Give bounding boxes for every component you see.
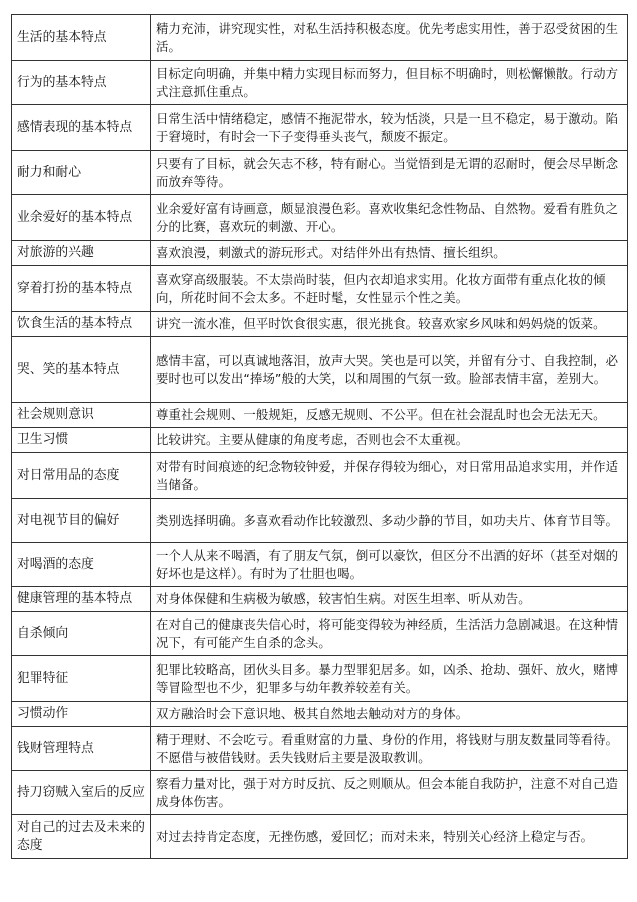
trait-table — [11, 14, 628, 859]
description-cell: 感情丰富，可以真诚地落泪，放声大哭。笑也是可以笑，并留有分寸、自我控制，必要时也可以发出“捧场”般的大笑，以和周围的气氛一致。脸部表情丰富，差别大。 — [151, 337, 628, 403]
table-row — [12, 702, 628, 727]
attribute-cell: 对日常用品的态度 — [12, 453, 151, 499]
description-cell: 尊重社会规则、一般规矩，反感无规则、不公平。但在社会混乱时也会无法无天。 — [151, 403, 628, 428]
attribute-cell: 对喝酒的态度 — [12, 543, 151, 587]
attribute-cell: 犯罪特征 — [12, 656, 151, 702]
table-row — [12, 105, 628, 151]
attribute-cell: 饮食生活的基本特点 — [12, 312, 151, 337]
description-cell: 对带有时间痕迹的纪念物较钟爱，并保存得较为细心，对日常用品追求实用，并作适当储备。 — [151, 453, 628, 499]
description-cell: 日常生活中情绪稳定，感情不拖泥带水，较为恬淡，只是一旦不稳定，易于激动。陷于窘境时，有时会一下子变得垂头丧气，颓废不振定。 — [151, 105, 628, 151]
table-row — [12, 453, 628, 499]
table-row — [12, 587, 628, 612]
description-cell: 喜欢浪漫，刺激式的游玩形式。对结伴外出有热情、擅长组织。 — [151, 241, 628, 266]
attribute-cell: 感情表现的基本特点 — [12, 105, 151, 151]
attribute-cell: 对旅游的兴趣 — [12, 241, 151, 266]
table-row — [12, 241, 628, 266]
table-row — [12, 656, 628, 702]
description-cell: 目标定向明确，并集中精力实现目标而努力，但目标不明确时，则松懈懒散。行动方式注意抓住重点。 — [151, 61, 628, 105]
description-cell: 精于理财、不会吃亏。看重财富的力量、身份的作用，将钱财与朋友数量同等看待。不愿借与被借钱财。丢失钱财后主要是汲取教训。 — [151, 727, 628, 771]
table-row — [12, 815, 628, 859]
description-cell: 比较讲究。主要从健康的角度考虑，否则也会不太重视。 — [151, 428, 628, 453]
trait-table-body — [12, 15, 628, 859]
table-row — [12, 312, 628, 337]
table-row — [12, 266, 628, 312]
description-cell: 双方融洽时会下意识地、极其自然地去触动对方的身体。 — [151, 702, 628, 727]
attribute-cell: 自杀倾向 — [12, 612, 151, 656]
table-row — [12, 771, 628, 815]
description-cell: 对过去持肯定态度，无挫伤感，爱回忆；而对未来，特别关心经济上稳定与否。 — [151, 815, 628, 859]
attribute-cell: 生活的基本特点 — [12, 15, 151, 61]
attribute-cell: 社会规则意识 — [12, 403, 151, 428]
table-row — [12, 727, 628, 771]
table-row — [12, 543, 628, 587]
attribute-cell: 对自己的过去及未来的态度 — [12, 815, 151, 859]
attribute-cell: 业余爱好的基本特点 — [12, 195, 151, 241]
description-cell: 犯罪比较略高，团伙头目多。暴力型罪犯居多。如，凶杀、抢劫、强奸、放火，赌博等冒险型也不少，犯罪多与幼年教养较差有关。 — [151, 656, 628, 702]
table-row — [12, 61, 628, 105]
attribute-cell: 钱财管理特点 — [12, 727, 151, 771]
table-row — [12, 612, 628, 656]
attribute-cell: 卫生习惯 — [12, 428, 151, 453]
attribute-cell: 行为的基本特点 — [12, 61, 151, 105]
description-cell: 一个人从来不喝酒，有了朋友气氛，倒可以豪饮，但区分不出酒的好坏（甚至对烟的好坏也是这样）。有时为了壮胆也喝。 — [151, 543, 628, 587]
description-cell: 察看力量对比，强于对方时反抗、反之则顺从。但会本能自我防护，注意不对自己造成身体伤害。 — [151, 771, 628, 815]
table-row — [12, 151, 628, 195]
table-row — [12, 499, 628, 543]
table-row — [12, 337, 628, 403]
description-cell: 喜欢穿高级服装。不太崇尚时装，但内衣却追求实用。化妆方面带有重点化妆的倾向，所花时间不会太多。不赶时髦，女性显示个性之美。 — [151, 266, 628, 312]
attribute-cell: 习惯动作 — [12, 702, 151, 727]
attribute-cell: 耐力和耐心 — [12, 151, 151, 195]
description-cell: 只要有了目标，就会矢志不移，特有耐心。当觉悟到是无谓的忍耐时，便会尽早断念而放弃等待。 — [151, 151, 628, 195]
attribute-cell: 穿着打扮的基本特点 — [12, 266, 151, 312]
table-row — [12, 428, 628, 453]
description-cell: 讲究一流水准，但平时饮食很实惠，很光挑食。较喜欢家乡风味和妈妈烧的饭菜。 — [151, 312, 628, 337]
attribute-cell: 持刀窃贼入室后的反应 — [12, 771, 151, 815]
attribute-cell: 健康管理的基本特点 — [12, 587, 151, 612]
description-cell: 对身体保健和生病极为敏感，较害怕生病。对医生坦率、听从劝告。 — [151, 587, 628, 612]
attribute-cell: 对电视节目的偏好 — [12, 499, 151, 543]
description-cell: 在对自己的健康丧失信心时，将可能变得较为神经质，生活活力急剧减退。在这种情况下，有可能产生自杀的念头。 — [151, 612, 628, 656]
table-row — [12, 195, 628, 241]
description-cell: 业余爱好富有诗画意，颇显浪漫色彩。喜欢收集纪念性物品、自然物。爱看有胜负之分的比赛，喜欢玩的刺激、开心。 — [151, 195, 628, 241]
description-cell: 精力充沛，讲究现实性，对私生活持积极态度。优先考虑实用性，善于忍受贫困的生活。 — [151, 15, 628, 61]
table-row — [12, 15, 628, 61]
description-cell: 类别选择明确。多喜欢看动作比较激烈、多动少静的节目，如功夫片、体育节目等。 — [151, 499, 628, 543]
table-row — [12, 403, 628, 428]
attribute-cell: 哭、笑的基本特点 — [12, 337, 151, 403]
